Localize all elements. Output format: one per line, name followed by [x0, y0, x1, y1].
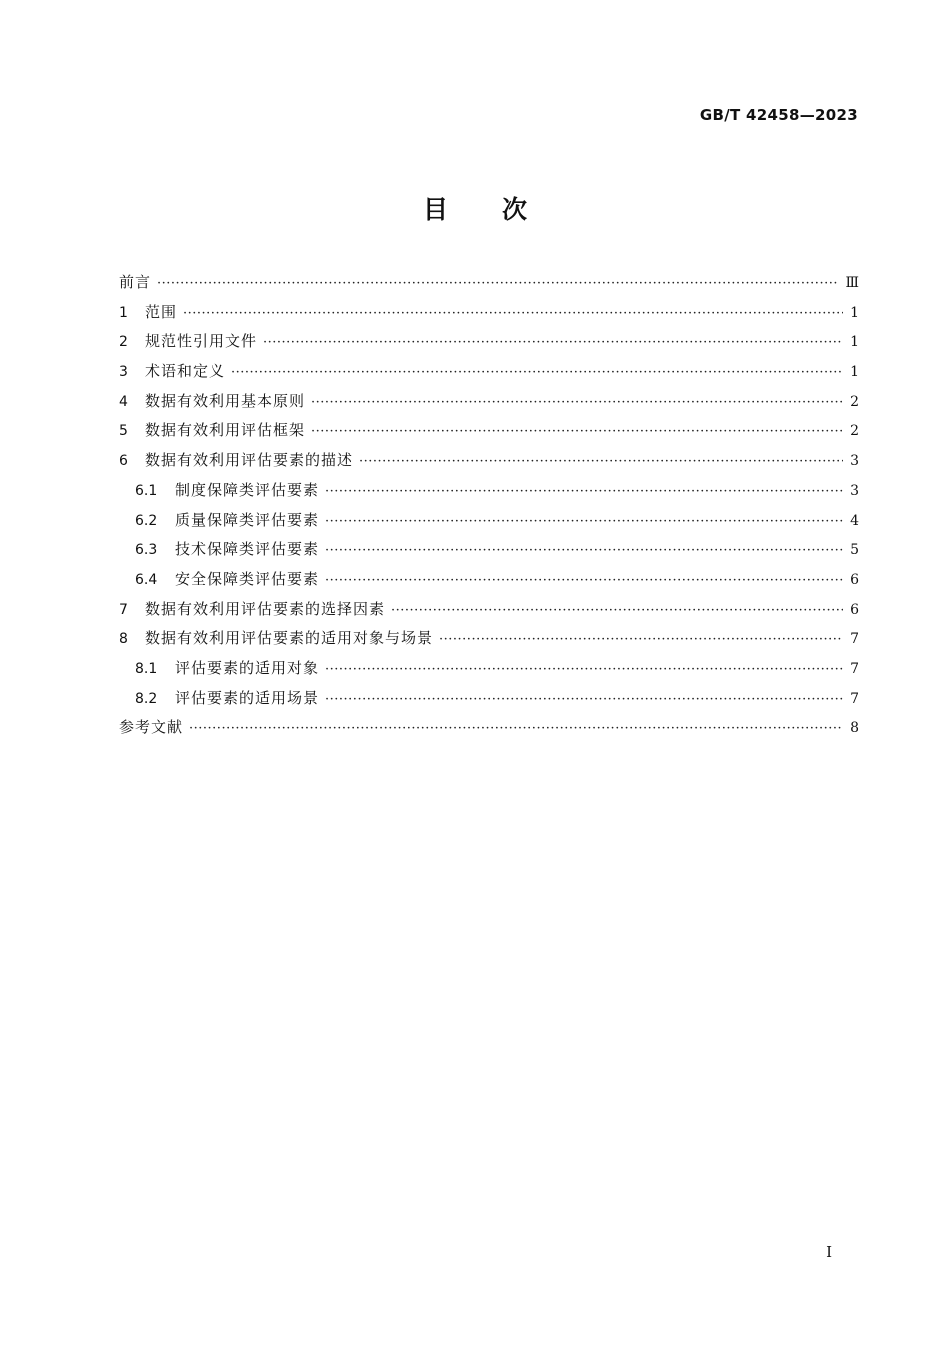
toc-subentry[interactable]: [119, 684, 859, 714]
toc-entry-page: 5: [850, 542, 859, 559]
toc-entry[interactable]: [119, 357, 859, 387]
dot-leader: [311, 388, 843, 418]
toc-entry-number: 6: [119, 453, 128, 470]
toc-entry-title: 安全保障类评估要素: [175, 569, 320, 588]
toc-entry-title: 前言: [119, 273, 152, 291]
toc-entry-title: 参考文献: [119, 718, 184, 737]
dot-leader: [157, 269, 839, 299]
toc-entry[interactable]: [119, 298, 859, 328]
page-number: I: [826, 1243, 832, 1261]
toc-entry-title: 技术保障类评估要素: [175, 540, 320, 559]
toc-entry-page: 3: [850, 453, 859, 470]
toc-entry-number: 8.1: [135, 660, 158, 677]
toc-subentry[interactable]: [119, 535, 859, 565]
toc-entry-page: 7: [850, 690, 859, 707]
toc-entry-title: 术语和定义: [145, 362, 226, 381]
toc-entry-page: 3: [850, 482, 859, 499]
toc-entry-title: 规范性引用文件: [145, 332, 258, 351]
toc-entry-title: 评估要素的适用对象: [175, 658, 320, 677]
toc-entry[interactable]: [119, 268, 859, 298]
toc-entry-number: 5: [119, 423, 128, 440]
toc-entry-number: 8: [119, 631, 128, 648]
toc-entry-number: 6.2: [135, 512, 158, 529]
dot-leader: [231, 358, 843, 388]
toc-entry-page: 7: [850, 660, 859, 677]
toc-entry-number: 8.2: [135, 690, 158, 707]
dot-leader: [311, 417, 843, 447]
dot-leader: [391, 596, 843, 626]
toc-entry-page: 7: [850, 631, 859, 648]
dot-leader: [325, 566, 843, 596]
dot-leader: [325, 477, 843, 507]
toc-entry[interactable]: [119, 595, 859, 625]
toc-entry-number: 6.4: [135, 571, 158, 588]
toc-subentry[interactable]: [119, 506, 859, 536]
dot-leader: [183, 299, 843, 329]
toc-subentry[interactable]: [119, 654, 859, 684]
dot-leader: [325, 685, 843, 715]
toc-entry-number: 3: [119, 364, 128, 381]
toc-entry-page: 2: [850, 423, 859, 440]
dot-leader: [325, 536, 843, 566]
toc-entry-page: 1: [850, 364, 859, 381]
toc-entry[interactable]: [119, 624, 859, 654]
toc-entry-page: 1: [850, 334, 859, 351]
toc-entry-page: 2: [850, 393, 859, 410]
toc-entry-title: 数据有效利用评估要素的选择因素: [145, 599, 386, 618]
toc-entry-title: 数据有效利用评估要素的适用对象与场景: [145, 629, 434, 648]
toc-entry-page: Ⅲ: [845, 275, 859, 291]
toc-entry-number: 4: [119, 393, 128, 410]
toc-entry[interactable]: [119, 387, 859, 417]
toc-entry[interactable]: [119, 446, 859, 476]
table-of-contents: [119, 268, 859, 743]
toc-subentry[interactable]: [119, 565, 859, 595]
dot-leader: [359, 447, 843, 477]
toc-entry-page: 8: [850, 720, 859, 737]
toc-subentry[interactable]: [119, 476, 859, 506]
dot-leader: [325, 507, 843, 537]
toc-entry-page: 4: [850, 512, 859, 529]
toc-entry[interactable]: [119, 713, 859, 743]
toc-entry-number: 1: [119, 304, 128, 321]
dot-leader: [439, 625, 843, 655]
toc-entry-title: 质量保障类评估要素: [175, 510, 320, 529]
toc-entry-title: 评估要素的适用场景: [175, 688, 320, 707]
toc-entry-title: 数据有效利用基本原则: [145, 391, 306, 410]
toc-entry-title: 范围: [145, 302, 178, 321]
toc-entry-number: 6.3: [135, 542, 158, 559]
toc-title: 目次: [422, 195, 581, 224]
toc-entry-number: 2: [119, 334, 128, 351]
standard-code: GB/T 42458—2023: [699, 106, 858, 124]
toc-entry-title: 数据有效利用评估框架: [145, 421, 306, 440]
toc-entry-title: 制度保障类评估要素: [175, 480, 320, 499]
toc-entry-number: 7: [119, 601, 128, 618]
toc-entry-number: 6.1: [135, 482, 158, 499]
toc-entry[interactable]: [119, 327, 859, 357]
toc-entry-title: 数据有效利用评估要素的描述: [145, 451, 354, 470]
toc-entry-page: 6: [850, 571, 859, 588]
toc-entry-page: 6: [850, 601, 859, 618]
toc-entry[interactable]: [119, 416, 859, 446]
dot-leader: [263, 328, 843, 358]
dot-leader: [325, 655, 843, 685]
toc-entry-page: 1: [850, 304, 859, 321]
dot-leader: [189, 714, 843, 744]
